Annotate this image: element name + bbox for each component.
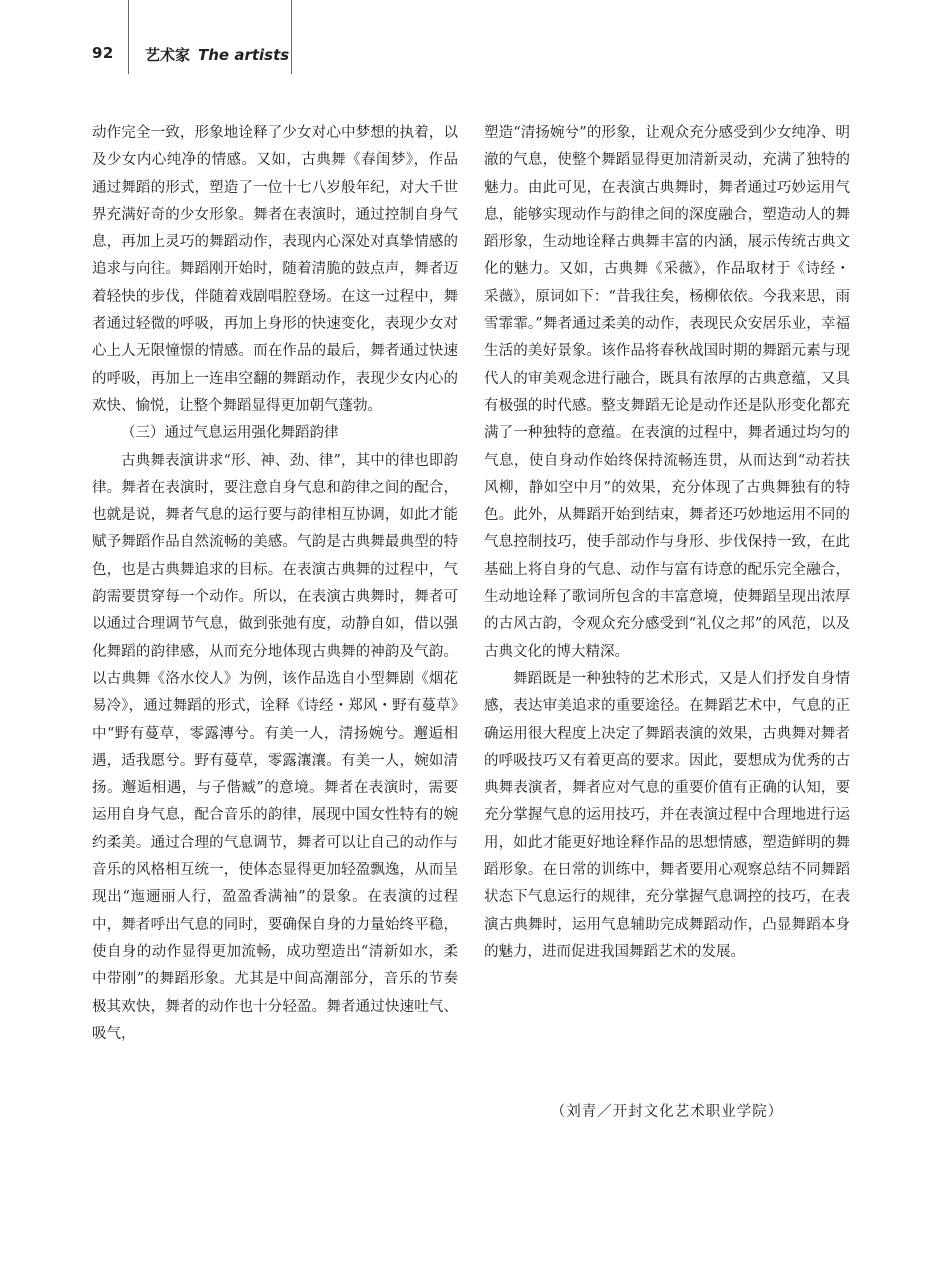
page-number: 92 xyxy=(92,44,114,62)
section-subheading: （三）通过气息运用强化舞蹈韵律 xyxy=(121,425,339,442)
journal-title xyxy=(145,44,289,65)
header-divider-left xyxy=(128,0,129,74)
journal-title-en: The artists xyxy=(198,46,290,64)
paragraph: 塑造“清扬婉兮”的形象，让观众充分感受到少女纯净、明澈的气息，使整个舞蹈显得更加清新灵动，充满了独特的魅力。由此可见，在表演古典舞时，舞者通过巧妙运用气息，能够实现动作与韵律之间的深度融合，塑造动人的舞蹈形象，生动地诠释古典舞丰富的内涵，展示传统古典文化的魅力。又如，古典舞《采薇》，作品取材于《诗经・采薇》，原词如下：“昔我往矣，杨柳依依。今我来思，雨雪霏霏。”舞者通过柔美的动作，表现民众安居乐业，幸福生活的美好景象。该作品将春秋战国时期的舞蹈元素与现代人的审美观念进行融合，既具有浓厚的古典意蕴，又具有极强的时代感。整支舞蹈无论是动作还是队形变化都充满了一种独特的意蕴。在表演的过程中，舞者通过均匀的气息，使自身动作始终保持流畅连贯，从而达到“动若扶风柳，静如空中月”的效果，充分体现了古典舞独有的特色。此外，从舞蹈开始到结束，舞者还巧妙地运用不同的气息控制技巧，使手部动作与身形、步伐保持一致，在此基础上将自身的气息、动作与富有诗意的配乐完全融合，生动地诠释了歌词所包含的丰富意境，使舞蹈呈现出浓厚的古风古韵，令观众充分感受到“礼仪之邦”的风范，以及古典文化的博大精深。 xyxy=(484,125,850,660)
paragraph: 舞蹈既是一种独特的艺术形式，又是人们抒发自身情感，表达审美追求的重要途径。在舞蹈艺术中，气息的正确运用很大程度上决定了舞蹈表演的效果，古典舞对舞者的呼吸技巧又有着更高的要求。因此，要想成为优秀的古典舞表演者，舞者应对气息的重要价值有正确的认知，要充分掌握气息的运用技巧，并在表演过程中合理地进行运用，如此才能更好地诠释作品的思想情感，塑造鲜明的舞蹈形象。在日常的训练中，舞者要用心观察总结不同舞蹈状态下气息运行的规律，充分掌握气息调控的技巧，在表演古典舞时，运用气息辅助完成舞蹈动作，凸显舞蹈本身的魅力，进而促进我国舞蹈艺术的发展。 xyxy=(484,670,850,960)
right-column xyxy=(484,120,850,966)
journal-title-cn: 艺术家 xyxy=(145,46,191,64)
author-credit: （刘青／开封文化艺术职业学院） xyxy=(550,1104,784,1120)
paragraph: 古典舞表演讲求“形、神、劲、律”，其中的律也即韵律。舞者在表演时，要注意自身气息和韵律之间的配合，也就是说，舞者气息的运行要与韵律相互协调，如此才能赋予舞蹈作品自然流畅的美感。气韵是古典舞最典型的特色，也是古典舞追求的目标。在表演古典舞的过程中，气韵需要贯穿每一个动作。所以，在表演古典舞时，舞者可以通过合理调节气息，做到张弛有度，动静自如，借以强化舞蹈的韵律感，从而充分地体现古典舞的神韵及气韵。以古典舞《洛水佼人》为例，该作品选自小型舞剧《烟花易冷》，通过舞蹈的形式，诠释《诗经・郑风・野有蔓草》中“野有蔓草，零露漙兮。有美一人，清扬婉兮。邂逅相遇，适我愿兮。野有蔓草，零露瀼瀼。有美一人，婉如清扬。邂逅相遇，与子偕臧”的意境。舞者在表演时，需要运用自身气息，配合音乐的韵律，展现中国女性特有的婉约柔美。通过合理的气息调节，舞者可以让自己的动作与音乐的风格相互统一，使体态显得更加轻盈飘逸，从而呈现出“迤逦丽人行，盈盈香满袖”的景象。在表演的过程中，舞者呼出气息的同时，要确保自身的力量始终平稳，使自身的动作显得更加流畅，成功塑造出“清新如水，柔中带刚”的舞蹈形象。尤其是中间高潮部分，音乐的节奏极其欢快，舞者的动作也十分轻盈。舞者通过快速吐气、吸气， xyxy=(92,452,458,1042)
paragraph: 动作完全一致，形象地诠释了少女对心中梦想的执着，以及少女内心纯净的情感。又如，古典舞《春闺梦》，作品通过舞蹈的形式，塑造了一位十七八岁般年纪，对大千世界充满好奇的少女形象。舞者在表演时，通过控制自身气息，再加上灵巧的舞蹈动作，表现内心深处对真挚情感的追求与向往。舞蹈刚开始时，随着清脆的鼓点声，舞者迈着轻快的步伐，伴随着戏剧唱腔登场。在这一过程中，舞者通过轻微的呼吸，再加上身形的快速变化，表现少女对心上人无限憧憬的情感。而在作品的最后，舞者通过快速的呼吸，再加上一连串空翻的舞蹈动作，表现少女内心的欢快、愉悦，让整个舞蹈显得更加朝气蓬勃。 xyxy=(92,125,458,414)
left-column xyxy=(92,120,458,1048)
header-divider-right xyxy=(291,0,292,74)
